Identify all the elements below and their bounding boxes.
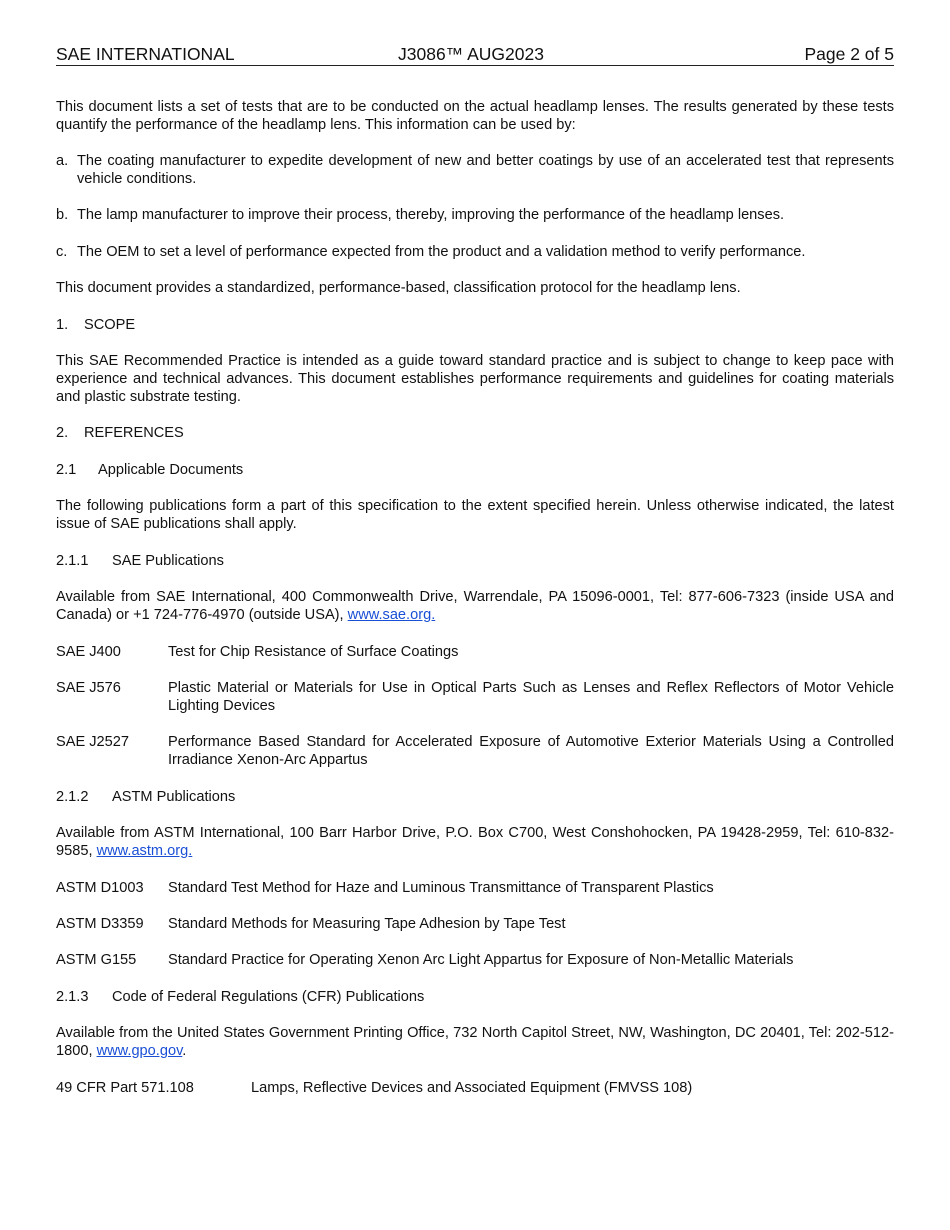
reference-title: Standard Practice for Operating Xenon Arc Light Appartus for Exposure of Non-Metallic Materials — [168, 952, 794, 968]
reference-item — [56, 879, 894, 897]
reference-title: Standard Test Method for Haze and Luminous Transmittance of Transparent Plastics — [168, 880, 714, 896]
reference-code: 49 CFR Part 571.108 — [56, 1080, 194, 1096]
section-title: REFERENCES — [84, 425, 184, 441]
section-heading-scope — [56, 316, 894, 334]
reference-item — [56, 643, 894, 661]
reference-code: SAE J576 — [56, 680, 121, 696]
list-marker: a. — [56, 153, 69, 169]
intro-paragraph: This document lists a set of tests that are to be conducted on the actual headlamp lenses. The results generated by these tests quantify the performance of the headlamp lens. This information can be used by: — [56, 99, 894, 133]
astm-availability-paragraph — [56, 824, 894, 860]
reference-title: Plastic Material or Materials for Use in Optical Parts Such as Lenses and Reflex Reflectors of Motor Vehicle Lighting Devices — [168, 680, 894, 714]
section-title: ASTM Publications — [112, 789, 236, 805]
reference-item — [56, 1079, 894, 1097]
cfr-availability-text: Available from the United States Government Printing Office, 732 North Capitol Street, NW, Washington, DC 20401, Tel: 202-512-1800, — [56, 1025, 894, 1059]
section-title: Applicable Documents — [98, 462, 244, 478]
reference-code: ASTM D1003 — [56, 880, 144, 896]
list-item — [56, 152, 894, 188]
section-number: 2.1.2 — [56, 789, 89, 805]
intro-paragraph-2: This document provides a standardized, performance-based, classification protocol for the headlamp lens. — [56, 280, 741, 296]
list-marker: c. — [56, 244, 68, 260]
section-number: 2.1.1 — [56, 553, 89, 569]
header-page-number: Page 2 of 5 — [804, 44, 894, 64]
subsection-heading-applicable-documents — [56, 461, 894, 479]
reference-code: SAE J400 — [56, 644, 121, 660]
link-suffix: . — [182, 1043, 187, 1059]
section-number: 2.1 — [56, 462, 77, 478]
reference-title: Performance Based Standard for Accelerated Exposure of Automotive Exterior Materials Using a Controlled Irradiance Xenon-Arc Appartus — [168, 734, 894, 768]
list-item — [56, 243, 894, 261]
page-header — [56, 44, 894, 66]
subsection-heading-astm-publications — [56, 788, 894, 806]
sae-website-link[interactable]: www.sae.org. — [347, 607, 436, 623]
list-marker: b. — [56, 207, 69, 223]
reference-title: Lamps, Reflective Devices and Associated Equipment (FMVSS 108) — [251, 1080, 693, 1096]
cfr-availability-paragraph — [56, 1024, 894, 1060]
section-number: 2.1.3 — [56, 989, 89, 1005]
section-title: Code of Federal Regulations (CFR) Publications — [112, 989, 425, 1005]
astm-availability-text: Available from ASTM International, 100 Barr Harbor Drive, P.O. Box C700, West Conshohocken, PA 19428-2959, Tel: 610-832-9585, — [56, 825, 894, 859]
reference-title: Standard Methods for Measuring Tape Adhesion by Tape Test — [168, 916, 566, 932]
section-heading-references — [56, 424, 894, 442]
reference-item — [56, 679, 894, 715]
reference-code: ASTM D3359 — [56, 916, 144, 932]
header-doc-id: J3086™ AUG2023 — [398, 44, 544, 64]
list-item-text: The lamp manufacturer to improve their process, thereby, improving the performance of the headlamp lenses. — [77, 207, 785, 223]
reference-item — [56, 733, 894, 769]
reference-code: ASTM G155 — [56, 952, 137, 968]
section-title: SAE Publications — [112, 553, 224, 569]
reference-item — [56, 915, 894, 933]
subsection-heading-sae-publications — [56, 552, 894, 570]
list-item-text: The coating manufacturer to expedite development of new and better coatings by use of an accelerated test that represents vehicle conditions. — [77, 153, 894, 187]
gpo-website-link[interactable]: www.gpo.gov — [96, 1043, 183, 1059]
sae-availability-text: Available from SAE International, 400 Commonwealth Drive, Warrendale, PA 15096-0001, Tel: 877-606-7323 (inside USA and Canada) or +1 724-776-4970 (outside USA), — [56, 589, 894, 623]
section-title: SCOPE — [84, 317, 136, 333]
scope-paragraph: This SAE Recommended Practice is intended as a guide toward standard practice and is subject to change to keep pace with experience and technical advances. This document establishes performance requirements and guidelines for coating materials and plastic substrate testing. — [56, 353, 894, 405]
section-number: 1. — [56, 317, 69, 333]
reference-item — [56, 951, 894, 969]
astm-website-link[interactable]: www.astm.org. — [96, 843, 193, 859]
header-org: SAE INTERNATIONAL — [56, 44, 235, 64]
applicable-documents-paragraph: The following publications form a part of this specification to the extent specified herein. Unless otherwise indicated, the latest issue of SAE publications shall apply. — [56, 498, 894, 532]
list-item — [56, 206, 894, 224]
sae-availability-paragraph — [56, 588, 894, 624]
section-number: 2. — [56, 425, 69, 441]
reference-code: SAE J2527 — [56, 734, 130, 750]
reference-title: Test for Chip Resistance of Surface Coatings — [168, 644, 459, 660]
subsection-heading-cfr-publications — [56, 988, 894, 1006]
list-item-text: The OEM to set a level of performance expected from the product and a validation method to verify performance. — [77, 244, 806, 260]
